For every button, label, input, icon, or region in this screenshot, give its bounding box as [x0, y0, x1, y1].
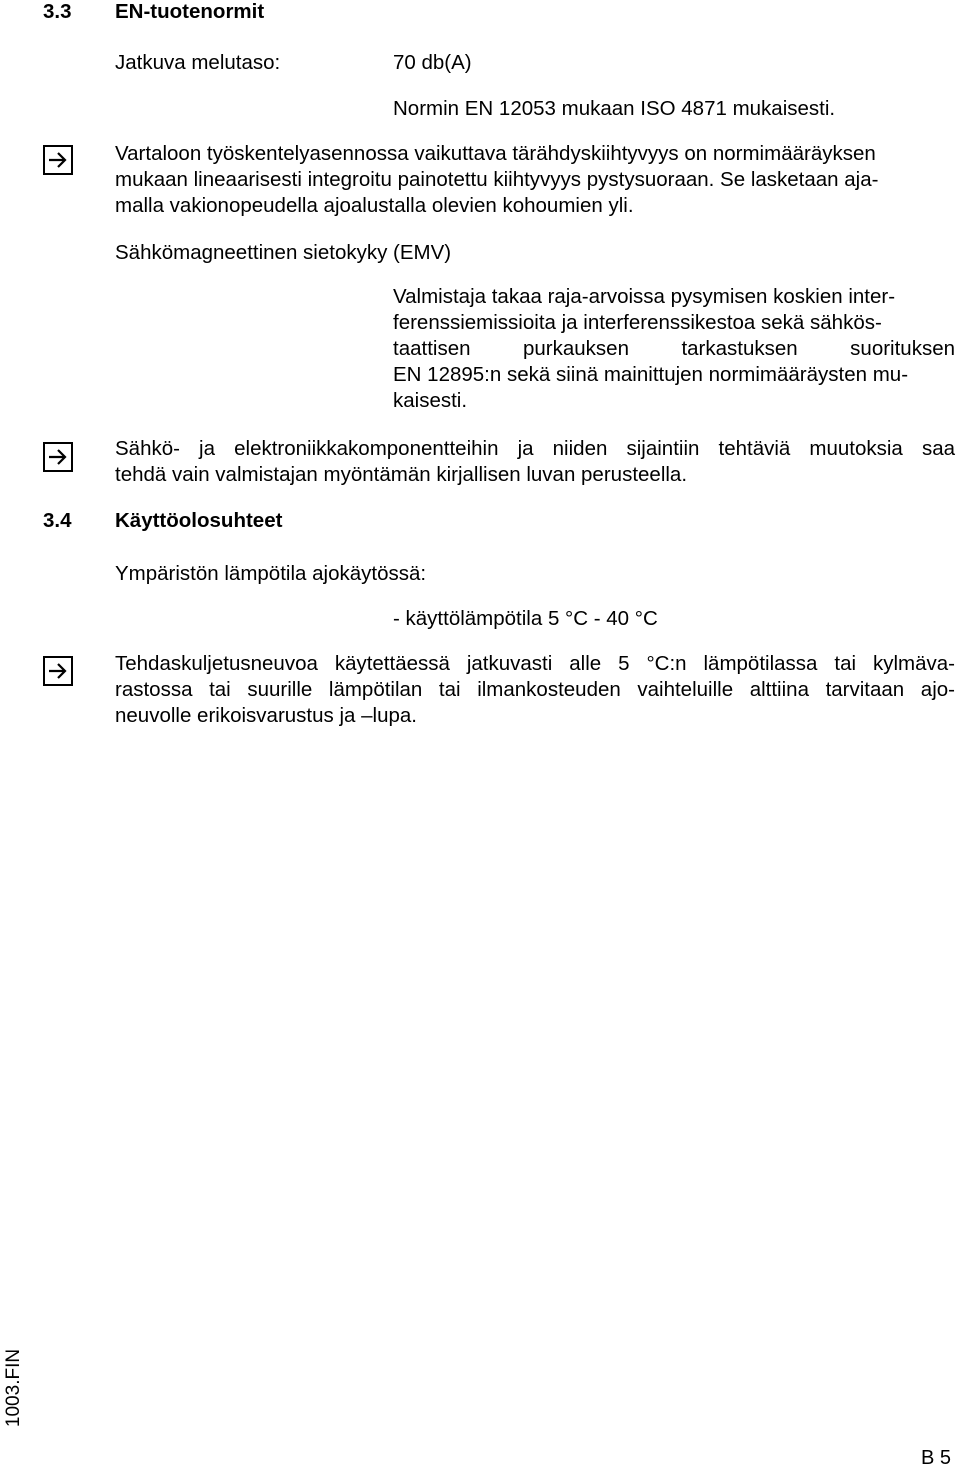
emc-paragraph: [393, 284, 955, 414]
electronics-line: Sähkö- ja elektroniikkakomponentteihin ja niiden sijaintiin tehtäviä muutoksia saa: [115, 437, 955, 460]
noise-label: Jatkuva melutaso:: [115, 51, 281, 74]
vibration-paragraph: [115, 141, 955, 219]
temp-label: Ympäristön lämpötila ajokäytössä:: [115, 562, 427, 585]
page-number: B 5: [921, 1447, 952, 1469]
noise-norm: Normin EN 12053 mukaan ISO 4871 mukaisesti.: [393, 97, 836, 120]
cold-line: neuvolle erikoisvarustus ja –lupa.: [115, 704, 417, 727]
emc-line: taattisen purkauksen tarkastuksen suorituksen: [393, 337, 955, 360]
section-title-3-3: EN-tuotenormit: [115, 0, 265, 23]
vibration-line: Vartaloon työskentelyasennossa vaikuttava tärähdyskiihtyvyys on normimääräyksen: [115, 142, 876, 165]
emc-line: kaisesti.: [393, 389, 468, 412]
cold-line: rastossa tai suurille lämpötilan tai ilmankosteuden vaihteluille alttiina tarvitaan ajo-: [115, 678, 955, 701]
temp-value: - käyttölämpötila 5 °C - 40 °C: [393, 607, 658, 630]
vibration-line: malla vakionopeudella ajoalustalla olevien kohoumien yli.: [115, 194, 634, 217]
arrow-right-icon: [43, 145, 73, 175]
arrow-right-icon: [43, 442, 73, 472]
arrow-right-icon: [43, 656, 73, 686]
emc-line: EN 12895:n sekä siinä mainittujen normimääräysten mu-: [393, 363, 909, 386]
emc-label: Sähkömagneettinen sietokyky (EMV): [115, 241, 452, 264]
section-number-3-4: 3.4: [43, 509, 72, 532]
vibration-line: mukaan lineaarisesti integroitu painotettu kiihtyvyys pystysuoraan. Se lasketaan aja-: [115, 168, 879, 191]
emc-line: Valmistaja takaa raja-arvoissa pysymisen koskien inter-: [393, 285, 896, 308]
doc-code: 1003.FIN: [3, 1348, 24, 1428]
electronics-line: tehdä vain valmistajan myöntämän kirjallisen luvan perusteella.: [115, 463, 688, 486]
section-number-3-3: 3.3: [43, 0, 72, 23]
cold-paragraph: [115, 651, 955, 729]
cold-line: Tehdaskuljetusneuvoa käytettäessä jatkuvasti alle 5 °C:n lämpötilassa tai kylmäva-: [115, 652, 955, 675]
noise-value: 70 db(A): [393, 51, 472, 74]
electronics-paragraph: [115, 436, 955, 488]
section-title-3-4: Käyttöolosuhteet: [115, 509, 283, 532]
emc-line: ferenssiemissioita ja interferenssikestoa sekä sähkös-: [393, 311, 882, 334]
